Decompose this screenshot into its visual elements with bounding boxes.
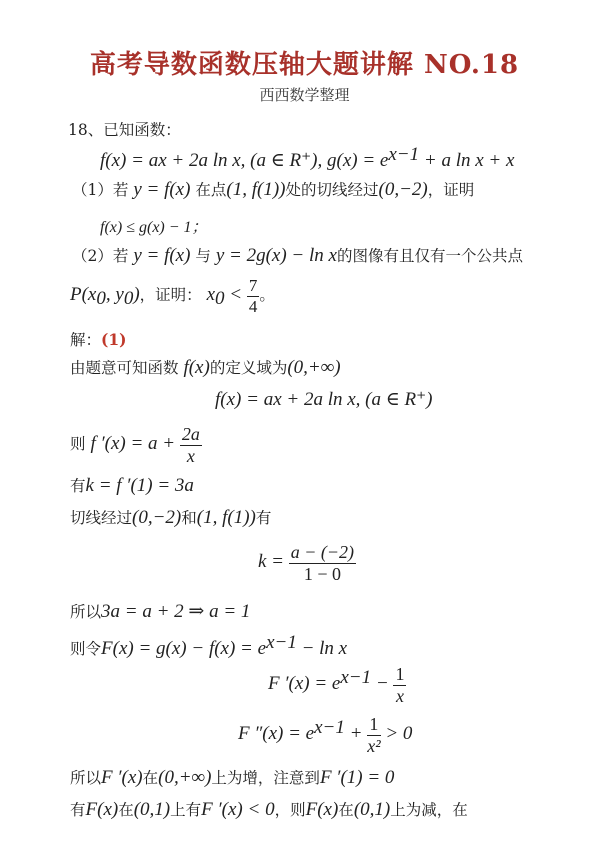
solution-step-10: F $''(x) = e^{x-1}$ + $\frac{1}{\text{x²}}$ > 0 — [238, 714, 413, 756]
solution-step-1: 由题意可知函数 f(x)的定义域为(0,+∞) — [70, 357, 341, 378]
solution-step-9: F $'(x) = e^{x-1}$ − $\frac{1}{x}$ — [268, 664, 405, 706]
question-1: （1）若 y = f(x) 在点(1, f(1))处的切线经过(0,−2)，证明 — [72, 179, 475, 200]
solution-step-3: 则 f ′(x) = a + $\frac{2a}{x}$ — [70, 424, 200, 466]
solution-step-6: k = $\frac{a - (-2)}{1 - 0}$ — [258, 542, 355, 584]
solution-step-8: 则令$F(x) = g(x) - f(x) = e^{x-1} - \ln x$ — [70, 632, 348, 660]
solution-step-12: 有F(x)在(0,1)上有F ′(x) < 0，则F(x)在(0,1)上为减，在 — [70, 799, 468, 820]
solution-step-2: f(x) = ax + 2a ln x, (a ∈ R⁺) — [215, 389, 433, 410]
page-subtitle: 西西数学整理 — [259, 86, 350, 104]
solution-label: 解：(1) — [70, 330, 127, 349]
question-2-conclusion: $P(x_0$, $y_0$)，证明： $x_0$ < $\frac{7}{4}$ 。 — [70, 276, 275, 316]
solution-step-5: 切线经过(0,−2)和(1, f(1))有 — [70, 507, 272, 528]
fraction-seven-fourths: $\frac{7}{4}$ — [248, 276, 258, 316]
question-1-inequality: f(x) ≤ g(x) − 1； — [100, 219, 208, 236]
problem-intro: 18、已知函数： — [68, 121, 181, 139]
problem-definition: f(x) = ax + 2a ln x, (a ∈ R⁺), $g(x) = e^{x-1} + a$ ln x + x — [100, 144, 515, 172]
question-2: （2）若 y = f(x) 与 y = 2g(x) − ln x的图像有且仅有一个公共点 — [72, 245, 523, 266]
solution-step-11: 所以F ′(x)在(0,+∞)上为增，注意到F ′(1) = 0 — [70, 767, 395, 788]
solution-step-4: 有k = f ′(1) = 3a — [70, 475, 194, 496]
solution-step-7: 所以3a = a + 2 ⇒ a = 1 — [70, 601, 251, 622]
page-title: 高考导数函数压轴大题讲解 NO.18 — [89, 50, 520, 80]
